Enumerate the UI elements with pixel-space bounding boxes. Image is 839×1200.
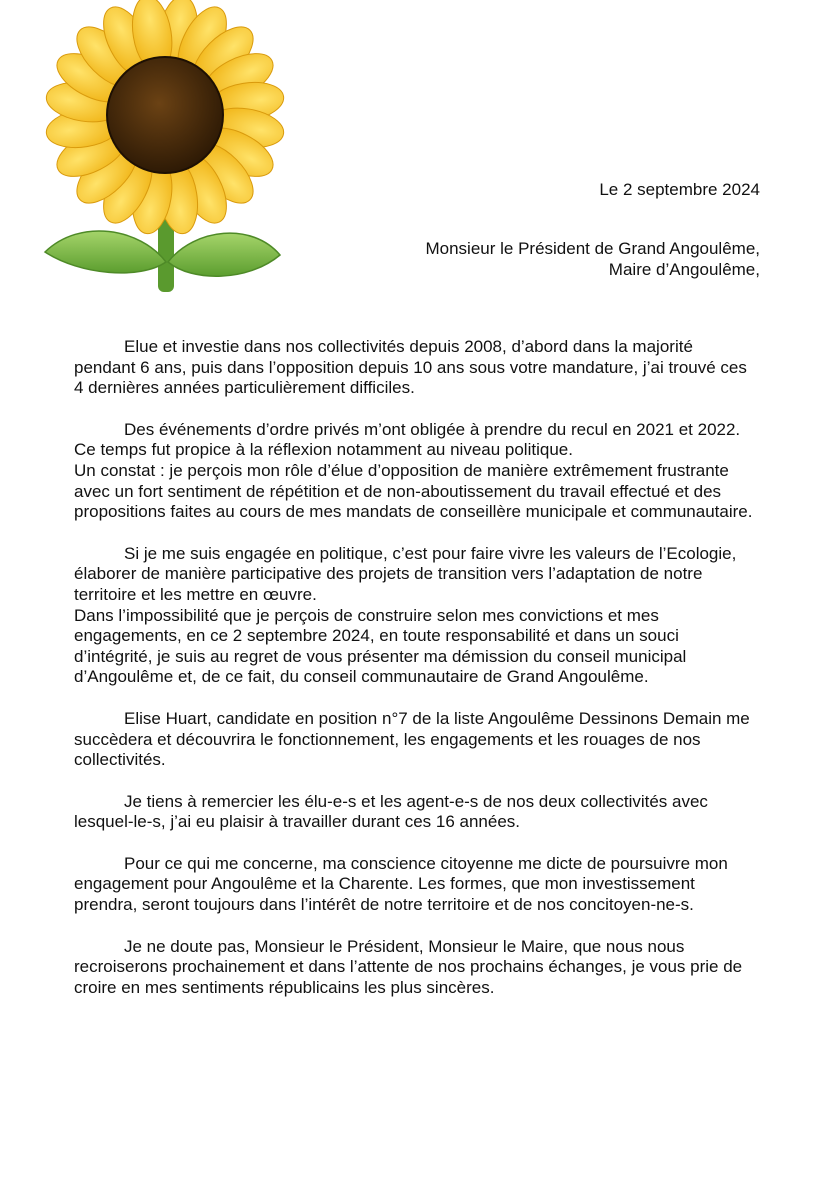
text-line: élaborer de manière participative des projets de transition vers l’adaptation de notre: [74, 564, 703, 584]
text-line: Ce temps fut propice à la réflexion notamment au niveau politique.: [74, 440, 573, 460]
addressee-line: Maire d’Angoulême,: [608, 260, 760, 279]
addressee-line: Monsieur le Président de Grand Angoulême,: [425, 239, 760, 258]
letter-body: [74, 337, 774, 1019]
text-line: avec un fort sentiment de répétition et de non-aboutissement du travail effectué et des: [74, 481, 722, 501]
text-line: territoire et les mettre en œuvre.: [74, 584, 317, 604]
text-line: d’intégrité, je suis au regret de vous présenter ma démission du conseil municipal: [74, 646, 687, 666]
text-line: prendra, seront toujours dans l’intérêt de notre territoire et de nos concitoyen-ne-s.: [74, 895, 694, 915]
paragraph: [74, 854, 774, 916]
text-line: Des événements d’ordre privés m’ont obligée à prendre du recul en 2021 et 2022.: [124, 419, 741, 439]
paragraph: [74, 544, 774, 688]
text-line: croire en mes sentiments républicains les plus sincères.: [74, 977, 495, 997]
sunflower-icon: [40, 0, 290, 292]
paragraph: [74, 937, 774, 999]
text-line: collectivités.: [74, 750, 166, 770]
text-line: Je tiens à remercier les élu-e-s et les agent-e-s de nos deux collectivités avec: [124, 791, 708, 811]
text-line: engagements, en ce 2 septembre 2024, en toute responsabilité et dans un souci: [74, 626, 679, 646]
paragraph: [74, 337, 774, 399]
text-line: lesquel-le-s, j’ai eu plaisir à travailler durant ces 16 années.: [74, 812, 521, 832]
addressee-block: [425, 238, 760, 280]
text-line: Un constat : je perçois mon rôle d’élue d’opposition de manière extrêmement frustrante: [74, 460, 729, 480]
paragraph: [74, 709, 774, 771]
text-line: pendant 6 ans, puis dans l’opposition depuis 10 ans sous votre mandature, j’ai trouvé ces: [74, 357, 747, 377]
text-line: propositions faites au cours de mes mandats de conseillère municipale et communautaire.: [74, 502, 753, 522]
paragraph: [74, 420, 774, 523]
text-line: recroiserons prochainement et dans l’attente de nos prochains échanges, je vous prie de: [74, 957, 743, 977]
text-line: Elue et investie dans nos collectivités depuis 2008, d’abord dans la majorité: [124, 337, 693, 356]
paragraph: [74, 792, 774, 833]
letter-date: Le 2 septembre 2024: [599, 180, 760, 199]
text-line: Elise Huart, candidate en position n°7 de la liste Angoulême Dessinons Demain me: [124, 708, 750, 728]
text-line: Pour ce qui me concerne, ma conscience citoyenne me dicte de poursuivre mon: [124, 853, 728, 873]
text-line: Dans l’impossibilité que je perçois de construire selon mes convictions et mes: [74, 605, 659, 625]
text-line: 4 dernières années particulièrement difficiles.: [74, 378, 415, 398]
text-line: succèdera et découvrira le fonctionnement, les engagements et les rouages de nos: [74, 729, 701, 749]
text-line: Si je me suis engagée en politique, c’est pour faire vivre les valeurs de l’Ecologie,: [124, 543, 737, 563]
text-line: engagement pour Angoulême et la Charente. Les formes, que mon investissement: [74, 874, 695, 894]
text-line: d’Angoulême et, de ce fait, du conseil communautaire de Grand Angoulême.: [74, 667, 649, 687]
text-line: Je ne doute pas, Monsieur le Président, Monsieur le Maire, que nous nous: [124, 936, 685, 956]
